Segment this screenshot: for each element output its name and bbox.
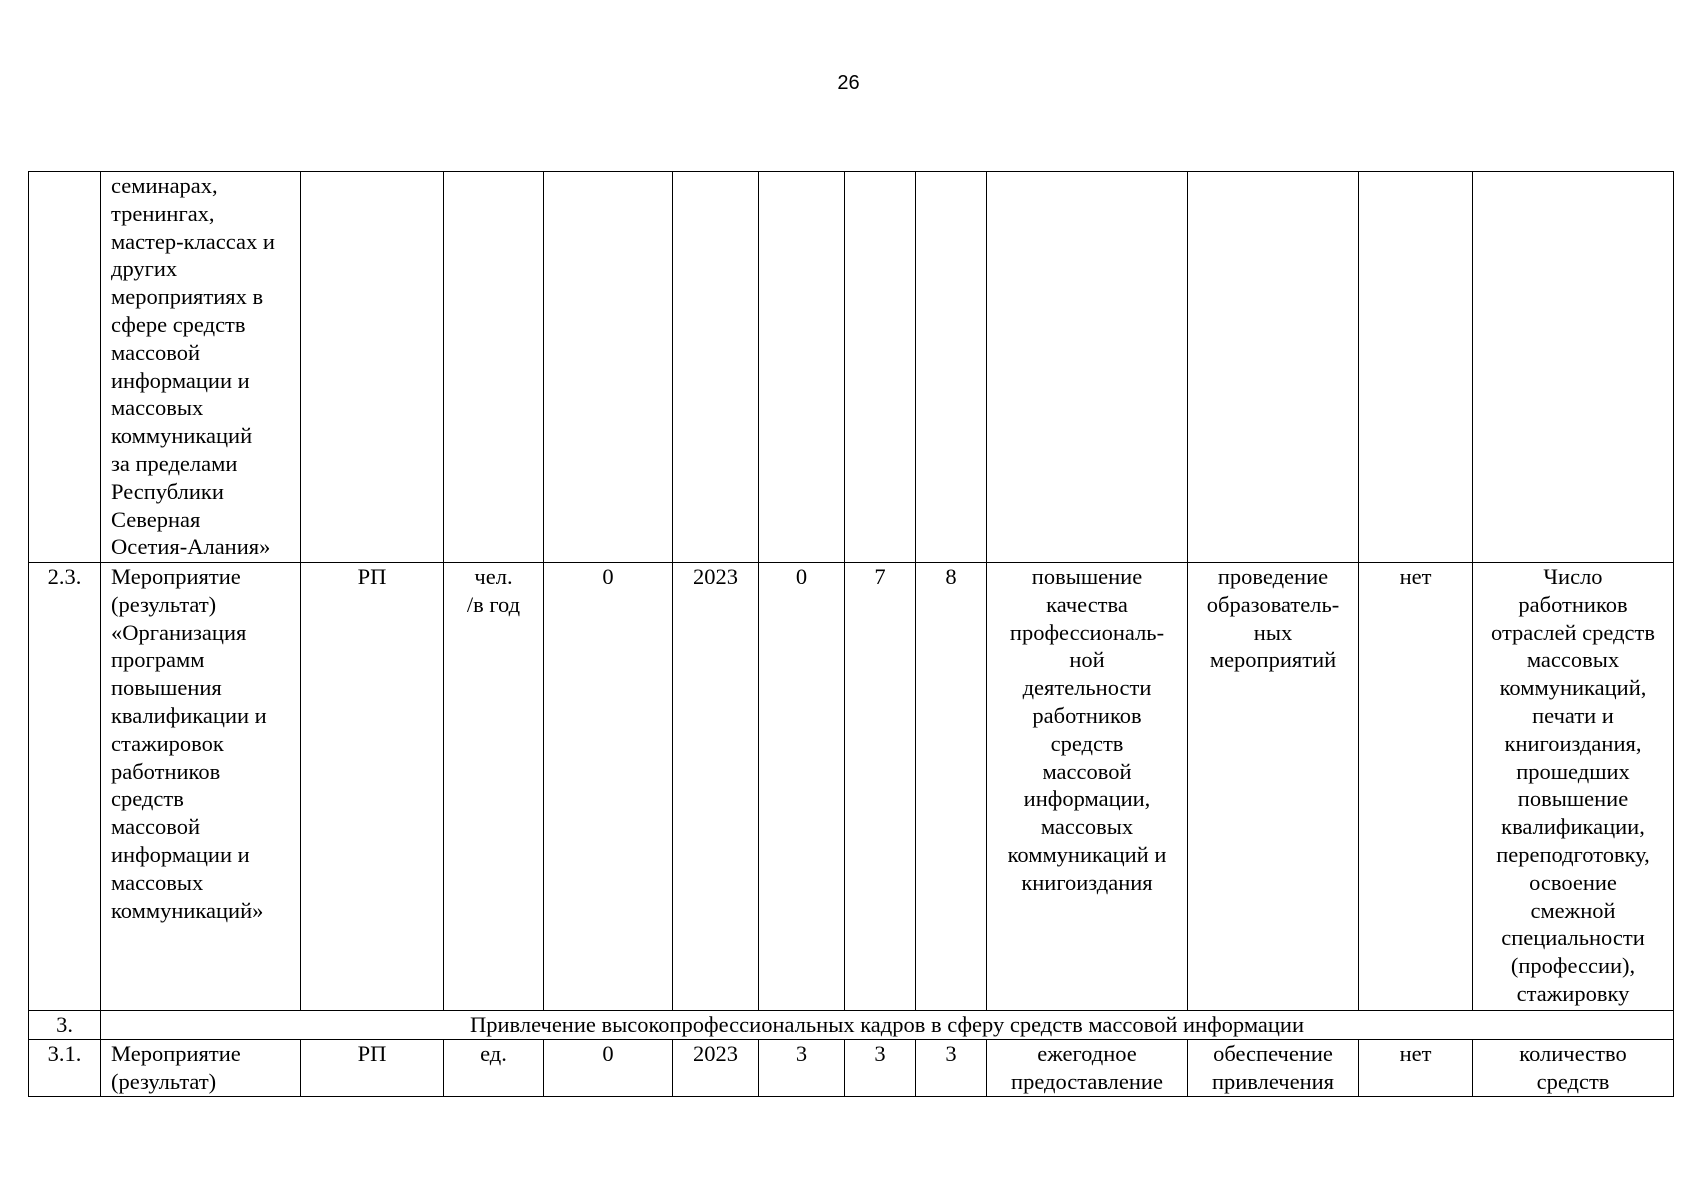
text-line: освоение [1529,869,1617,895]
text-line: мероприятиях в [111,284,264,310]
text-line: массовой [111,814,201,840]
text-line: прошедших [1516,758,1630,784]
text-line: ной [1069,647,1105,673]
text-line: повышения [111,675,222,701]
level-cell: РП [301,563,444,1011]
type-cell [1188,172,1359,563]
text-line: Республики [111,478,224,504]
text-line: работников [111,758,221,784]
type-cell [1188,563,1359,1011]
text-line: массовых [1040,814,1134,840]
effect-cell [987,172,1188,563]
value-year3-cell [916,172,987,563]
value-year1-cell [759,172,845,563]
text-line: /в год [466,591,521,617]
text-line: Осетия-Алания» [111,534,271,560]
text-line: массовых [111,869,204,895]
level-cell [301,172,444,563]
unit-cell [444,172,544,563]
text-line: привлечения [1211,1068,1335,1094]
row-number-cell: 3. [29,1011,101,1040]
text-line: работников [1518,591,1628,617]
text-line: программ [111,647,205,673]
text-line: ных [1253,619,1293,645]
base-year-cell: 2023 [673,1040,759,1097]
text-line: коммуникаций и [1007,841,1167,867]
measure-name-cell [101,563,301,1011]
level-cell: РП [301,1040,444,1097]
text-line: мастер-классах и [111,228,275,254]
type-cell [1188,1040,1359,1097]
text-line: коммуникаций [111,423,253,449]
link-cell [1359,172,1473,563]
text-line: коммуникаций, [1499,675,1647,701]
measure-name-cell [101,1040,301,1097]
text-line: образователь- [1206,591,1340,617]
text-line: Мероприятие [111,564,241,589]
text-line: (результат) [111,591,217,617]
text-line: отраслей средств [1491,619,1655,645]
base-year-cell [673,172,759,563]
text-line: повышение [1517,786,1629,812]
text-line: переподготовку, [1496,841,1650,867]
indicator-cell [1473,563,1674,1011]
text-line: (профессии), [1510,953,1636,979]
text-line: Северная [111,506,201,532]
value-year1-cell: 3 [759,1040,845,1097]
text-line: других [111,256,178,282]
value-year3-cell: 3 [916,1040,987,1097]
text-line: информации, [1023,786,1151,812]
text-line: сфере средств [111,311,246,337]
text-line: проведение [1217,564,1329,589]
text-line: массовой [1042,758,1132,784]
text-line: мероприятий [1209,647,1337,673]
text-line: стажировку [1516,980,1630,1006]
row-number-cell: 3.1. [29,1040,101,1097]
text-line: семинарах, [111,173,218,198]
text-line: смежной [1530,897,1616,923]
text-line: «Организация [111,619,247,645]
unit-cell [444,1040,544,1097]
base-value-cell: 0 [544,1040,673,1097]
text-line: стажировок [111,730,224,756]
text-line: ед. [480,1041,507,1066]
link-cell: нет [1359,1040,1473,1097]
text-line: квалификации, [1501,814,1645,840]
text-line: предоставление [1011,1068,1163,1094]
text-line: информации и [111,367,250,393]
base-value-cell: 0 [544,563,673,1011]
row-number-cell [29,172,101,563]
section-title-cell: Привлечение высокопрофессиональных кадров в сферу средств массовой информации [101,1011,1674,1040]
value-year1-cell: 0 [759,563,845,1011]
text-line: Число [1543,564,1603,589]
text-line: квалификации и [111,702,267,728]
text-line: количество [1519,1041,1627,1066]
page-number: 26 [837,72,860,94]
row-number-cell: 2.3. [29,563,101,1011]
indicator-cell [1473,172,1674,563]
text-line: деятельности [1022,675,1152,701]
text-line: книгоиздания, [1504,730,1642,756]
text-line: печати и [1532,702,1614,728]
text-line: специальности [1501,925,1645,951]
text-line: массовых [111,395,204,421]
text-line: средств [111,786,184,812]
value-year2-cell [845,172,916,563]
base-year-cell: 2023 [673,563,759,1011]
text-line: обеспечение [1213,1041,1333,1066]
base-value-cell [544,172,673,563]
text-line: тренингах, [111,200,215,226]
text-line: информации и [111,841,250,867]
text-line: профессиональ- [1009,619,1165,645]
value-year2-cell: 7 [845,563,916,1011]
text-line: Мероприятие [111,1041,241,1066]
text-line: коммуникаций» [111,897,264,923]
text-line: средств [1050,730,1124,756]
indicator-cell [1473,1040,1674,1097]
link-cell: нет [1359,563,1473,1011]
table-row [29,563,1674,1011]
text-line: книгоиздания [1021,869,1153,895]
text-line: средств [1536,1068,1610,1094]
text-line: за пределами [111,450,238,476]
unit-cell [444,563,544,1011]
measure-name-cell [101,172,301,563]
text-line: повышение [1031,564,1143,589]
measures-table [28,171,1674,1097]
effect-cell [987,1040,1188,1097]
effect-cell [987,563,1188,1011]
text-line: чел. [474,564,513,589]
value-year3-cell: 8 [916,563,987,1011]
text-line: работников [1032,702,1142,728]
text-line: массовой [111,339,201,365]
text-line: массовых [1526,647,1620,673]
table-row [29,1040,1674,1097]
text-line: ежегодное [1037,1041,1137,1066]
text-line: качества [1046,591,1128,617]
value-year2-cell: 3 [845,1040,916,1097]
table-row [29,172,1674,563]
text-line: (результат) [111,1068,217,1094]
section-row [29,1011,1674,1040]
